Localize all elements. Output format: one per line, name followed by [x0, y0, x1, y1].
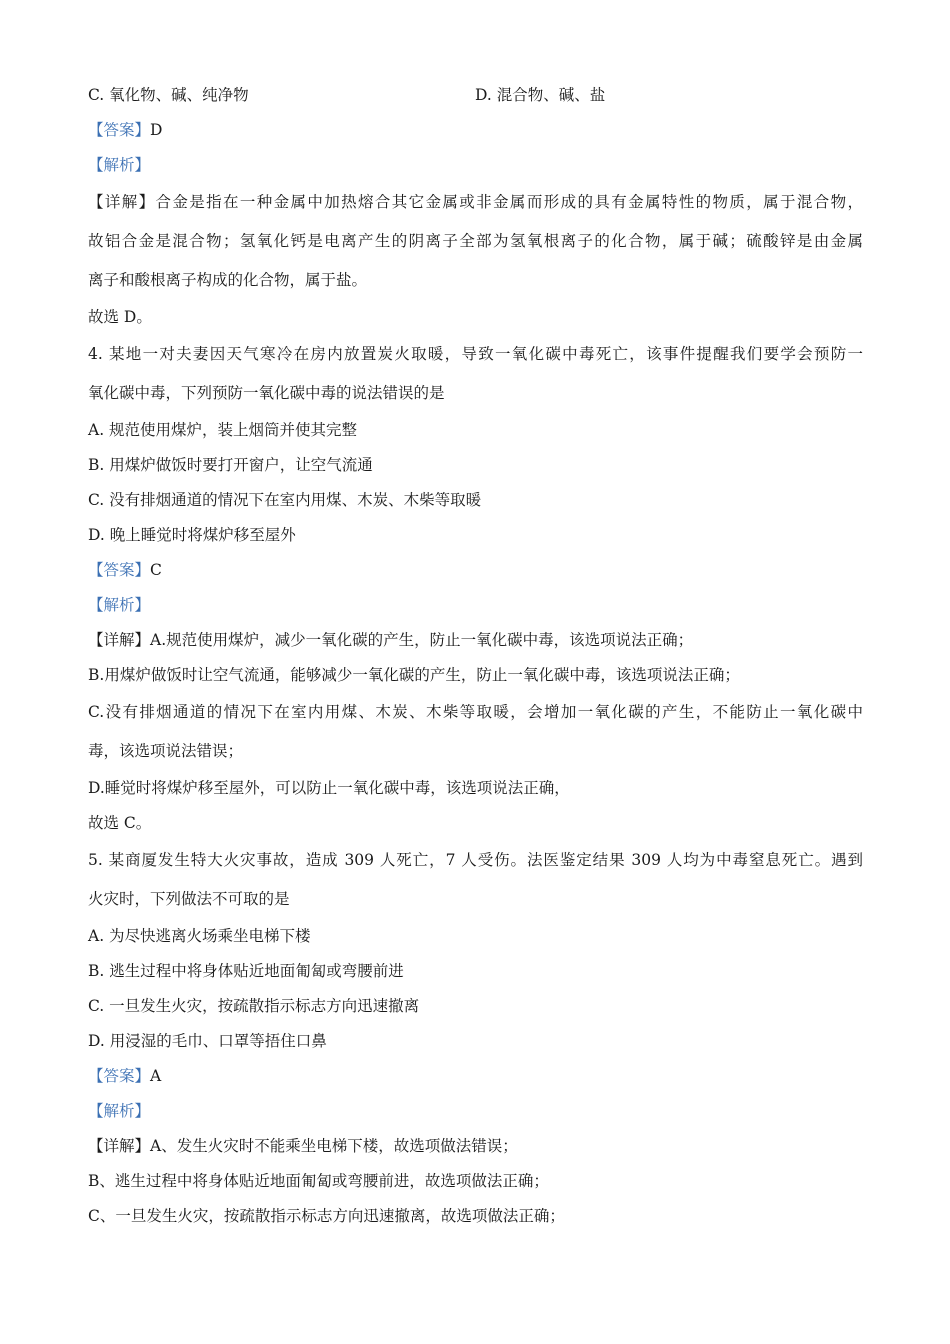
- q5-stem-line-2: 火灾时，下列做法不可取的是: [88, 890, 290, 908]
- q5-option-a: A. 为尽快逃离火场乘坐电梯下楼: [88, 927, 311, 945]
- detail-label: 【详解】: [88, 1137, 151, 1155]
- answer-label: 【答案】: [88, 121, 151, 139]
- answer-label: 【答案】: [88, 1067, 151, 1085]
- analysis-label: 【解析】: [88, 156, 151, 174]
- q3-conclusion: 故选 D。: [88, 308, 152, 326]
- q4-detail-line-3: C.没有排烟通道的情况下在室内用煤、木炭、木柴等取暖，会增加一氧化碳的产生，不能防止一氧化碳中: [88, 703, 863, 721]
- answer-label: 【答案】: [88, 561, 151, 579]
- document-page: [88, 78, 863, 1234]
- q4-detail-line-1: [88, 623, 863, 658]
- q4-stem-line-1: 4. 某地一对夫妻因天气寒冷在房内放置炭火取暖，导致一氧化碳中毒死亡，该事件提醒我们要学会预防一: [88, 345, 863, 363]
- q4-analysis: [88, 588, 863, 623]
- q4-stem-line-2: 氧化碳中毒，下列预防一氧化碳中毒的说法错误的是: [88, 384, 445, 402]
- q3-detail-line-1: [88, 183, 863, 222]
- answer-value: A: [150, 1067, 162, 1085]
- q4-detail-line-5: D.睡觉时将煤炉移至屋外，可以防止一氧化碳中毒，该选项说法正确，: [88, 779, 570, 797]
- q5-detail-line-1: [88, 1129, 863, 1164]
- q4-option-d: D. 晚上睡觉时将煤炉移至屋外: [88, 526, 296, 544]
- detail-text: A.规范使用煤炉，减少一氧化碳的产生，防止一氧化碳中毒，该选项说法正确；: [150, 631, 694, 649]
- q4-detail-line-2: B.用煤炉做饭时让空气流通，能够减少一氧化碳的产生，防止一氧化碳中毒，该选项说法正确；: [88, 666, 740, 684]
- answer-value: D: [150, 121, 163, 139]
- q4-conclusion: 故选 C。: [88, 814, 152, 832]
- q4-option-c: C. 没有排烟通道的情况下在室内用煤、木炭、木柴等取暖: [88, 491, 482, 509]
- q3-option-c: C. 氧化物、碱、纯净物: [88, 86, 249, 104]
- q3-analysis: [88, 148, 863, 183]
- q3-option-d: D. 混合物、碱、盐: [475, 86, 606, 104]
- detail-text: 合金是指在一种金属中加热熔合其它金属或非金属而形成的具有金属特性的物质，属于混合物，: [155, 193, 863, 211]
- detail-text: A、发生火灾时不能乘坐电梯下楼，故选项做法错误；: [150, 1137, 518, 1155]
- q3-detail-line-2: 故铝合金是混合物；氢氧化钙是电离产生的阴离子全部为氢氧根离子的化合物，属于碱；硫酸锌是由金属: [88, 232, 863, 250]
- detail-label: 【详解】: [88, 631, 151, 649]
- q3-detail-line-3: 离子和酸根离子构成的化合物，属于盐。: [88, 271, 368, 289]
- q5-detail-line-3: C、一旦发生火灾，按疏散指示标志方向迅速撤离，故选项做法正确；: [88, 1207, 565, 1225]
- q5-option-c: C. 一旦发生火灾，按疏散指示标志方向迅速撤离: [88, 997, 420, 1015]
- q4-answer: [88, 553, 863, 588]
- q5-answer: [88, 1059, 863, 1094]
- q3-options-row: [88, 78, 863, 113]
- q5-analysis: [88, 1094, 863, 1129]
- q5-option-b: B. 逃生过程中将身体贴近地面匍匐或弯腰前进: [88, 962, 404, 980]
- q5-detail-line-2: B、逃生过程中将身体贴近地面匍匐或弯腰前进，故选项做法正确；: [88, 1172, 549, 1190]
- analysis-label: 【解析】: [88, 1102, 151, 1120]
- analysis-label: 【解析】: [88, 596, 151, 614]
- q4-option-a: A. 规范使用煤炉，装上烟筒并使其完整: [88, 421, 358, 439]
- q5-option-d: D. 用浸湿的毛巾、口罩等捂住口鼻: [88, 1032, 327, 1050]
- q5-stem-line-1: 5. 某商厦发生特大火灾事故，造成 309 人死亡，7 人受伤。法医鉴定结果 309 人均为中毒窒息死亡。遇到: [88, 851, 863, 869]
- q3-answer: [88, 113, 863, 148]
- answer-value: C: [150, 561, 162, 579]
- q4-detail-line-4: 毒，该选项说法错误；: [88, 742, 244, 760]
- detail-label: 【详解】: [88, 193, 156, 211]
- q4-option-b: B. 用煤炉做饭时要打开窗户，让空气流通: [88, 456, 373, 474]
